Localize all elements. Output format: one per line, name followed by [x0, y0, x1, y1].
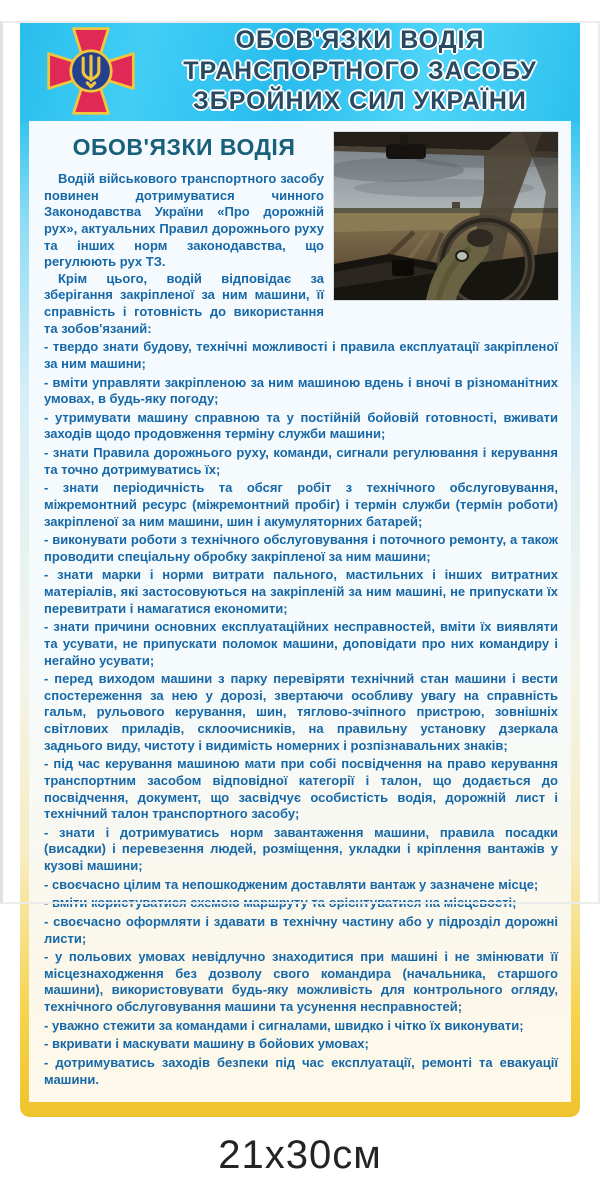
poster-title — [150, 25, 570, 117]
duty-item: - вміти користуватися схемою маршруту та орієнтуватися на місцевості; — [44, 895, 517, 911]
duty-item: - вкривати і маскувати машину в бойових умовах; — [44, 1036, 369, 1052]
poster-header-band — [20, 21, 580, 121]
duty-item: - знати причини основних експлуатаційних несправностей, вміти їх виявляти та усувати, не припускати поломок машини, доповідати про них командиру і негайно усувати; — [44, 619, 558, 668]
duty-item: - виконувати роботи з технічного обслуговування і поточного ремонту, а також проводити спеціальну обробку закріпленої за ним машини; — [44, 532, 558, 564]
duty-item: - твердо знати будову, технічні можливості і правила експлуатації закріпленої за ним машини; — [44, 339, 558, 371]
armed-forces-of-ukraine-emblem-icon — [32, 25, 150, 117]
poster-title-line-3: ЗБРОЙНИХ СИЛ УКРАЇНИ — [193, 87, 527, 116]
size-label: 21х30см — [218, 1133, 382, 1178]
duty-item: - уважно стежити за командами і сигналами, швидко і чітко їх виконувати; — [44, 1017, 524, 1033]
duty-item: - дотримуватись заходів безпеки під час експлуатації, ремонті та евакуації машини. — [44, 1054, 558, 1087]
poster-body — [29, 121, 571, 1102]
duty-item: - під час керування машиною мати при собі посвідчення на право керування транспортним засобом відповідної категорії і талон, що додається до посвідчення, документ, що засвідчує особистість водія, дорожній лист і технічний талон транспортного засобу; — [44, 756, 558, 822]
military-driver-duties-poster — [20, 21, 580, 1117]
duty-item: - знати і дотримуватись норм завантаження машини, правила посадки (висадки) і перевезення людей, розміщення, укладки і кріплення вантажів у кузові машини; — [44, 824, 558, 873]
duty-item: - у польових умовах невідлучно знаходитися при машині і не змінювати її місцезнаходження без дозволу свого командира (начальника, старшого машини), використовувати будь-яку можливість для контрольного огляду, технічного обслуговування машини та усунення несправностей; — [44, 949, 558, 1014]
body-heading: ОБОВ'ЯЗКИ ВОДІЯ — [72, 134, 296, 160]
duty-item: - своєчасно оформляти і здавати в технічну частину або у підрозділ дорожні листи; — [44, 913, 558, 946]
duty-item: - знати періодичність та обсяг робіт з технічного обслуговування, міжремонтний ресурс (міжремонтний пробіг) і термін служби (термін роботи) закріпленої за ним машини, шин і акумуляторних батарей; — [44, 480, 558, 529]
vehicle-cab-photo — [334, 132, 558, 300]
duty-item: - знати марки і норми витрати пального, мастильних і інших витратних матеріалів, які застосовуються на закріпленій за ним машині, не припускати їх перевитрати і намагатися економити; — [44, 567, 558, 616]
lead-paragraph-1: Водій військового транспортного засобу повинен дотримуватися чинного Законодавства України «Про дорожній рух», актуальних Правил дорожнього руху та інших норм законодавства, що регулюють рух ТЗ. — [44, 171, 324, 270]
duty-list — [44, 339, 558, 1088]
poster-frame — [20, 121, 580, 1117]
poster-title-line-1: ОБОВ'ЯЗКИ ВОДІЯ — [235, 26, 485, 55]
duty-item: - знати Правила дорожнього руху, команди, сигнали регулювання і керування та точно дотримуватись їх; — [44, 445, 558, 477]
poster-title-line-2: ТРАНСПОРТНОГО ЗАСОБУ — [183, 56, 537, 85]
duty-item: - утримувати машину справною та у постійній бойовій готовності, вживати заходів щодо продовження терміну служби машини; — [44, 409, 558, 442]
duty-item: - вміти управляти закріпленою за ним машиною вдень і вночі в різноманітних умовах, в будь-яку погоду; — [44, 374, 558, 407]
duty-item: - своєчасно цілим та непошкодженим доставляти вантаж у зазначене місце; — [44, 876, 539, 892]
duty-item: - перед виходом машини з парку перевіряти технічний стан машини і вести спостереження за нею у дорозі, звертаючи особливу увагу на справність гальм, рульового керування, шин, тяглово-зчіпного пристрою, зовнішніх світлових приладів, склоочисників, на правильну установку дзеркала заднього виду, чистоту і видимість номерних і розпізнавальних знаків; — [44, 671, 558, 753]
lead-paragraph-2: Крім цього, водій відповідає за зберігання закріпленої за ним машини, її справність і готовність до використання та зобов'язаний: — [44, 270, 324, 336]
